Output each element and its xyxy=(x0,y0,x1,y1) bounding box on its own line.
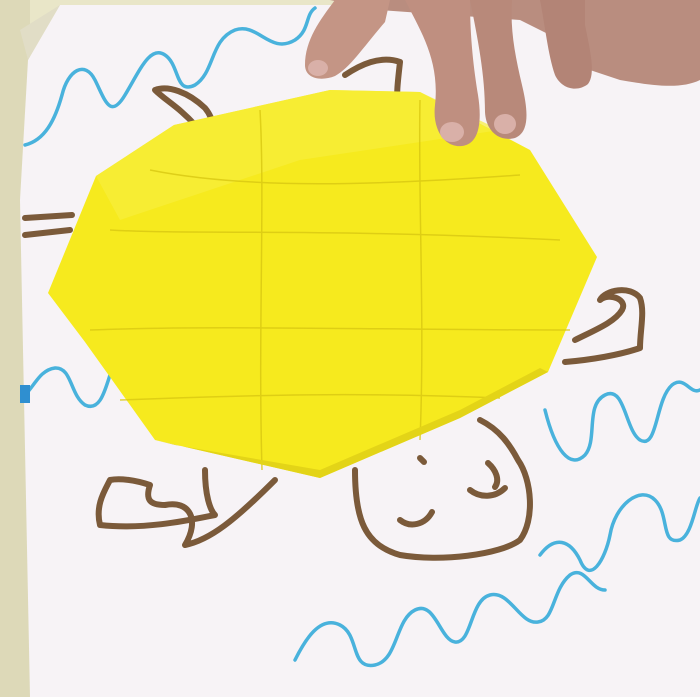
eye-left xyxy=(420,458,424,462)
nail-ring xyxy=(494,114,516,134)
nail-middle xyxy=(440,122,464,142)
nail-index xyxy=(308,60,328,76)
blue-crayon xyxy=(20,385,30,403)
